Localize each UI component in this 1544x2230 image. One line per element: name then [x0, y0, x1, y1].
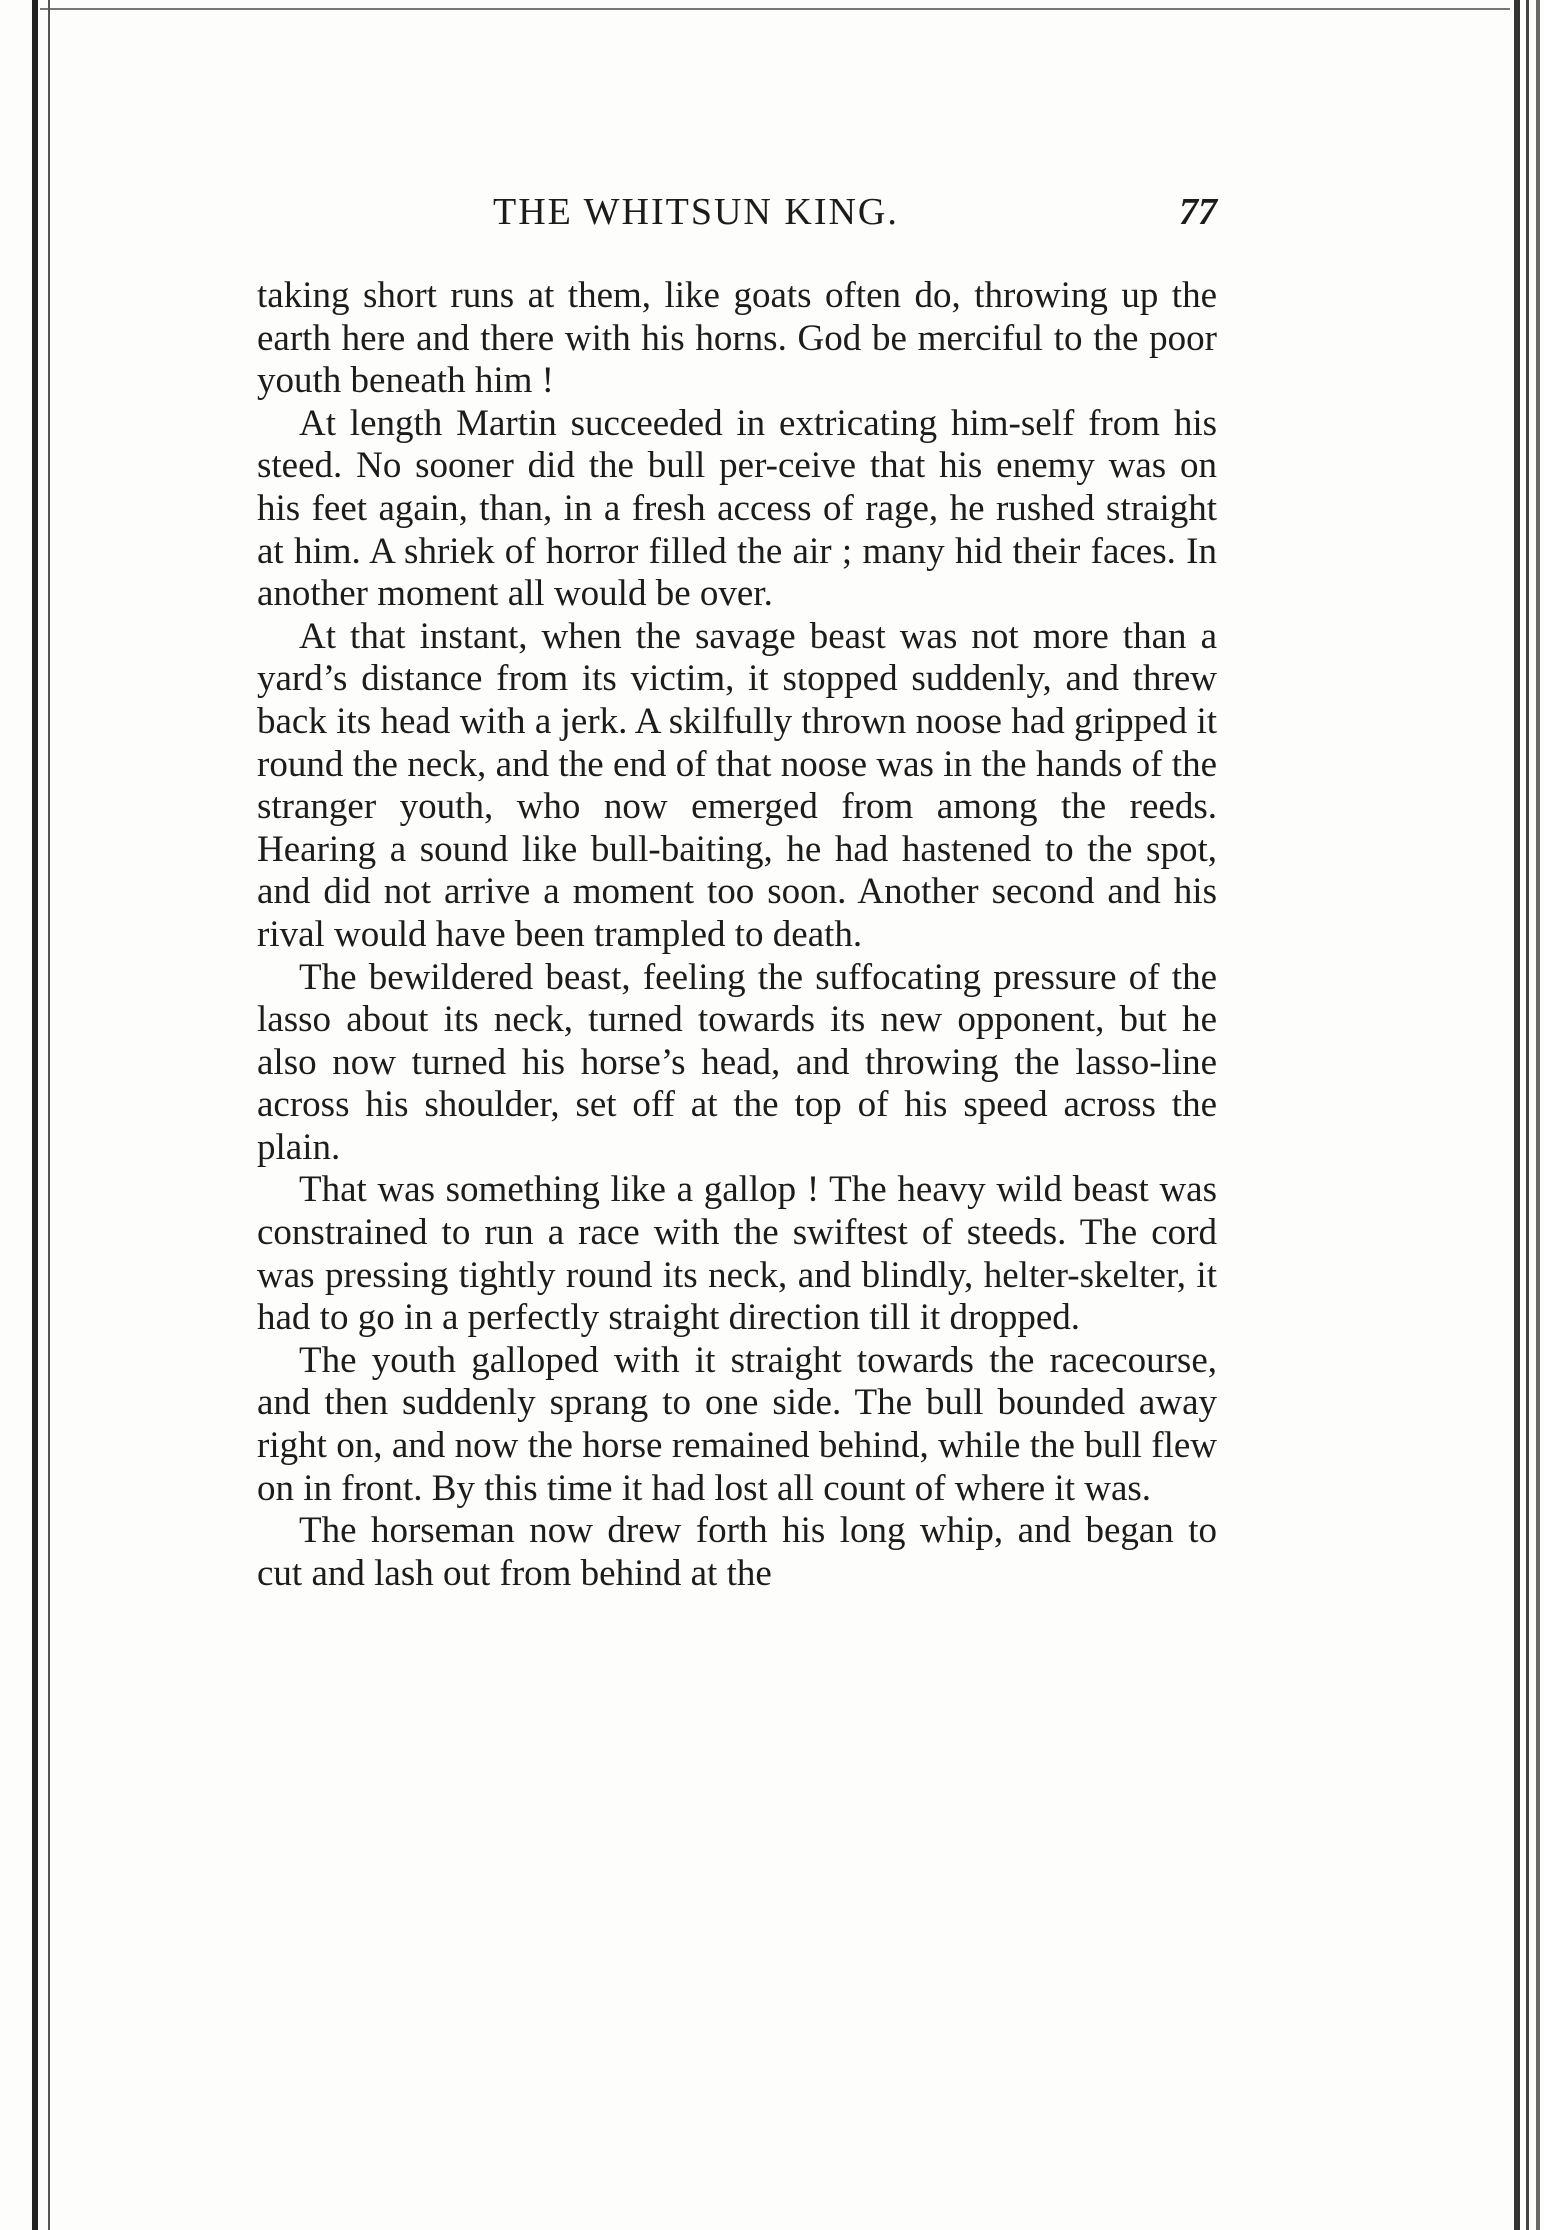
scan-left-edge-thin [48, 0, 50, 2230]
scan-top-rule [40, 8, 1510, 10]
page-number: 77 [1179, 191, 1217, 233]
running-head [257, 190, 1217, 240]
paragraph-7: The horseman now drew forth his long whip, and began to cut and lash out from behind at the [257, 1510, 1217, 1594]
paragraph-1: taking short runs at them, like goats often do, throwing up the earth here and there with his horns. God be merciful to the poor youth beneath him ! [257, 275, 1217, 402]
paragraph-6: The youth galloped with it straight towards the racecourse, and then suddenly sprang to one side. The bull bounded away right on, and now the horse remained behind, while the bull flew on in front. By this time it had lost all count of where it was. [257, 1339, 1217, 1509]
paragraph-4: The bewildered beast, feeling the suffocating pressure of the lasso about its neck, turned towards its new opponent, but he also now turned his horse’s head, and throwing the lasso-line across his shoulder, set off at the top of his speed across the plain. [257, 956, 1217, 1168]
body-text [257, 275, 1217, 1595]
running-title: THE WHITSUN KING. [493, 191, 899, 233]
paragraph-3: At that instant, when the savage beast was not more than a yard’s distance from its victim, it stopped suddenly, and threw back its head with a jerk. A skilfully thrown noose had gripped it round the neck, and the end of that noose was in the hands of the stranger youth, who now emerged from among the reeds. Hearing a sound like bull-baiting, he had hastened to the spot, and did not arrive a moment too soon. Another second and his rival would have been trampled to death. [257, 615, 1217, 955]
scan-right-edge-2 [1526, 0, 1529, 2230]
scan-right-edge-3 [1536, 0, 1540, 2230]
scan-right-edge [1514, 0, 1520, 2230]
paragraph-2: At length Martin succeeded in extricating him-self from his steed. No sooner did the bull per-ceive that his enemy was on his feet again, than, in a fresh access of rage, he rushed straight at him. A shriek of horror filled the air ; many hid their faces. In another moment all would be over. [257, 402, 1217, 615]
scan-left-edge [32, 0, 38, 2230]
paragraph-5: That was something like a gallop ! The heavy wild beast was constrained to run a race with the swiftest of steeds. The cord was pressing tightly round its neck, and blindly, helter-skelter, it had to go in a perfectly straight direction till it dropped. [257, 1169, 1217, 1339]
